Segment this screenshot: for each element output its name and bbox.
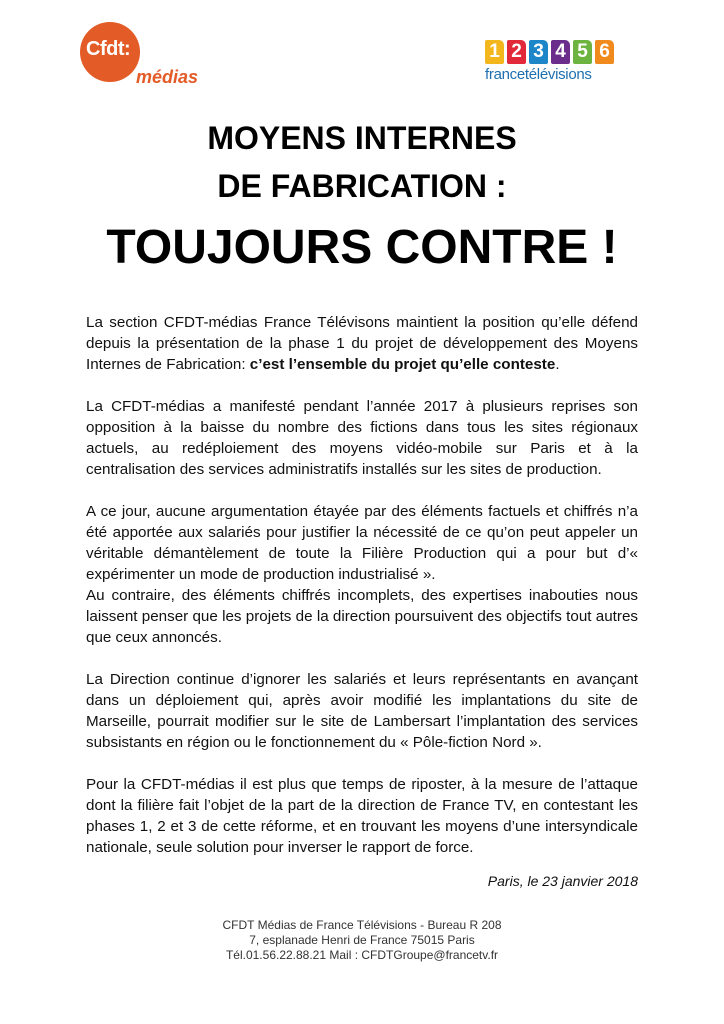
title-line-1: MOYENS INTERNES <box>207 120 517 156</box>
paragraph-5: La Direction continue d’ignorer les salariés et leurs représentants en avançant dans un déploiement qui, après avoir modifié les implantations du site de Marseille, pourrait modifier sur le site de Lambersart l’implantation des services subsistants en région ou le fonctionnement du « Pôle-fiction Nord ». <box>86 671 638 751</box>
document-body <box>86 312 638 879</box>
paragraph-1-emphasis: c’est l’ensemble du projet qu’elle conteste <box>249 356 556 373</box>
title-line-2: DE FABRICATION : <box>217 168 507 204</box>
paragraph-1-text: La section CFDT-médias France Télévisons maintient la position qu’elle défend depuis la présentation de la phase 1 du projet de développement des Moyens Internes de Fabrication: <box>86 314 638 373</box>
footer-line-3: Tél.01.56.22.88.21 Mail : CFDTGroupe@francetv.fr <box>225 948 499 962</box>
ftv-digit-2: 2 <box>507 40 526 64</box>
ftv-digit-1: 1 <box>485 40 504 64</box>
ftv-digit-4: 4 <box>551 40 570 64</box>
ftv-digit-5: 5 <box>573 40 592 64</box>
cfdt-logo-text: Cfdt: <box>86 38 131 60</box>
paragraph-6: Pour la CFDT-médias il est plus que temps de riposter, à la mesure de l’attaque dont la filière fait l’objet de la part de la direction de France TV, en contestant les phases 1, 2 et 3 de cette réforme, et en trouvant les moyens d’une intersyndicale nationale, seule solution pour inverser le rapport de force. <box>86 776 638 856</box>
paragraph-4: Au contraire, des éléments chiffrés incomplets, des expertises inabouties nous laissent penser que les projets de la direction poursuivent des objectifs tout autres que ceux annoncés. <box>86 587 638 646</box>
cfdt-logo-subtitle: médias <box>136 67 199 87</box>
footer-contact <box>0 918 724 963</box>
paragraph-3: A ce jour, aucune argumentation étayée par des éléments factuels et chiffrés n’a été apportée aux salariés pour justifier la nécessité de ce qu’on peut appeler un véritable démantèlement de toute la Filière Production qui a pour but d’« expérimenter un mode de production industrialisé ». <box>86 503 638 583</box>
footer-line-1: CFDT Médias de France Télévisions - Bureau R 208 <box>222 918 502 932</box>
ftv-logo-name: francetélévisions <box>485 66 592 83</box>
document-date: Paris, le 23 janvier 2018 <box>487 873 638 889</box>
paragraph-1 <box>86 312 638 375</box>
paragraph-2: La CFDT-médias a manifesté pendant l’année 2017 à plusieurs reprises son opposition à la baisse du nombre des fictions dans tous les sites régionaux actuels, au redéploiement des moyens vidéo-mobile sur Paris et à la centralisation des services administratifs installés sur les sites de production. <box>86 398 638 478</box>
france-televisions-logo <box>485 40 620 95</box>
title-line-3: TOUJOURS CONTRE ! <box>106 221 618 274</box>
ftv-channel-digits <box>485 40 620 64</box>
paragraph-1-end: . <box>555 356 560 373</box>
ftv-digit-3: 3 <box>529 40 548 64</box>
cfdt-medias-logo <box>80 22 210 92</box>
footer-line-2: 7, esplanade Henri de France 75015 Paris <box>249 933 475 947</box>
ftv-digit-6: 6 <box>595 40 614 64</box>
